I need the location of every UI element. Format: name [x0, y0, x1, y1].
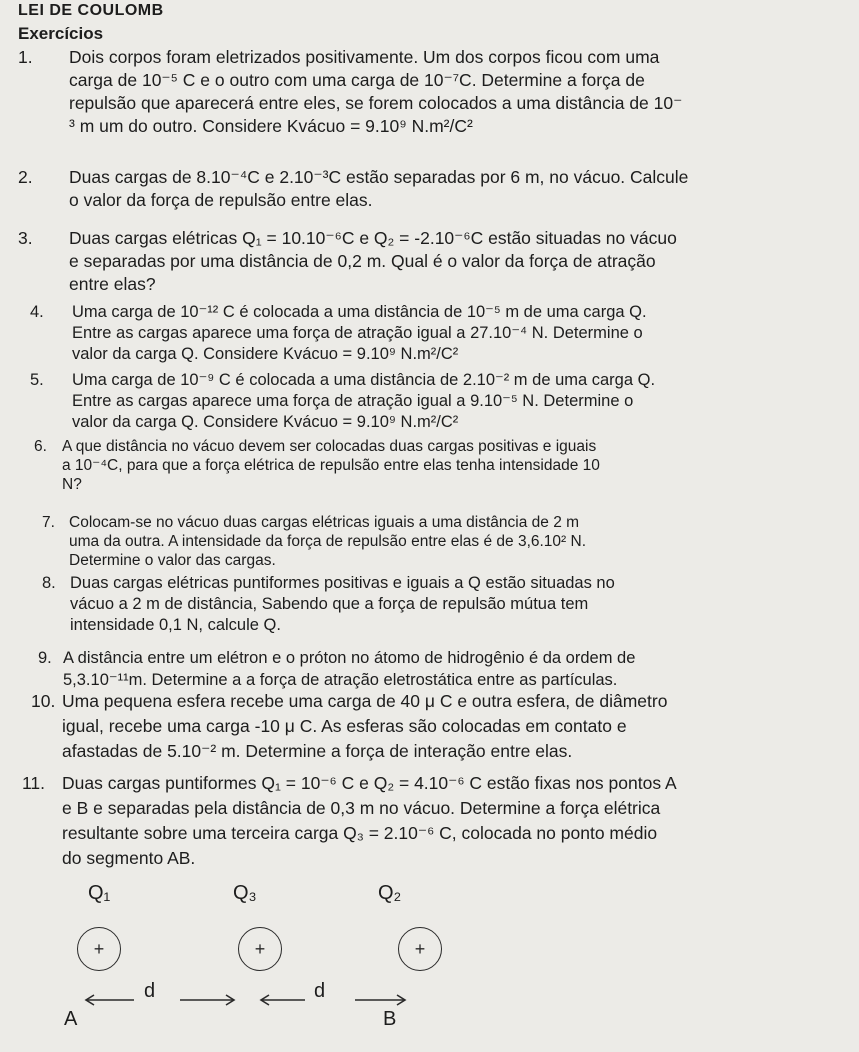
exercise-line: igual, recebe uma carga -10 μ C. As esferas são colocadas em contato e [62, 716, 627, 736]
arrow-right-1 [180, 995, 234, 1005]
exercise-line: Duas cargas puntiformes Q₁ = 10⁻⁶ C e Q₂ = 4.10⁻⁶ C estão fixas nos pontos A [62, 773, 677, 793]
exercise-line: Uma carga de 10⁻⁹ C é colocada a uma distância de 2.10⁻² m de uma carga Q. [72, 371, 656, 389]
exercise-line: Duas cargas elétricas puntiformes positivas e iguais a Q estão situadas no [70, 574, 615, 592]
plus-sign-icon: + [414, 938, 426, 959]
arrow-left-1 [86, 995, 134, 1005]
exercise-line: e B e separadas pela distância de 0,3 m no vácuo. Determine a força elétrica [62, 798, 661, 818]
exercise-number: 9. [38, 649, 52, 667]
exercise-line: ³ m um do outro. Considere Kvácuo = 9.10⁹ N.m²/C² [69, 116, 473, 136]
arrow-right-2 [355, 995, 405, 1005]
exercise-line: Dois corpos foram eletrizados positivamente. Um dos corpos ficou com uma [69, 47, 660, 67]
exercise-line: A que distância no vácuo devem ser colocadas duas cargas positivas e iguais [62, 438, 597, 455]
exercise-number: 8. [42, 574, 56, 592]
exercise-line: Duas cargas elétricas Q₁ = 10.10⁻⁶C e Q₂ = -2.10⁻⁶C estão situadas no vácuo [69, 228, 677, 248]
charge-label-q3: Q₃ [233, 882, 257, 904]
distance-label-right: d [314, 980, 326, 1002]
exercise-line: Uma pequena esfera recebe uma carga de 40 μ C e outra esfera, de diâmetro [62, 691, 668, 711]
exercise-line: uma da outra. A intensidade da força de repulsão entre elas é de 3,6.10² N. [69, 533, 587, 550]
exercise-line: do segmento AB. [62, 848, 196, 868]
point-b-label: B [383, 1008, 397, 1030]
exercise-line: A distância entre um elétron e o próton no átomo de hidrogênio é da ordem de [63, 649, 636, 667]
exercise-number: 5. [30, 371, 44, 389]
exercise-line: vácuo a 2 m de distância, Sabendo que a força de repulsão mútua tem [70, 595, 589, 613]
plus-sign-icon: + [93, 938, 105, 959]
exercise-line: afastadas de 5.10⁻² m. Determine a força de interação entre elas. [62, 741, 573, 761]
exercise-line: valor da carga Q. Considere Kvácuo = 9.10⁹ N.m²/C² [72, 413, 459, 431]
exercise-line: Colocam-se no vácuo duas cargas elétricas iguais a uma distância de 2 m [69, 514, 580, 531]
exercise-number: 4. [30, 303, 44, 321]
exercise-line: Duas cargas de 8.10⁻⁴C e 2.10⁻³C estão separadas por 6 m, no vácuo. Calcule [69, 167, 689, 187]
distance-label-left: d [144, 980, 156, 1002]
section-subtitle: Exercícios [18, 24, 104, 43]
exercise-line: Uma carga de 10⁻¹² C é colocada a uma distância de 10⁻⁵ m de uma carga Q. [72, 303, 647, 321]
exercise-line: resultante sobre uma terceira carga Q₃ = 2.10⁻⁶ C, colocada no ponto médio [62, 823, 658, 843]
exercise-line: N? [62, 476, 82, 493]
exercise-number: 3. [18, 228, 33, 248]
exercise-line: valor da carga Q. Considere Kvácuo = 9.10⁹ N.m²/C² [72, 345, 459, 363]
charge-label-q2: Q₂ [378, 882, 402, 904]
exercise-line: Entre as cargas aparece uma força de atração igual a 9.10⁻⁵ N. Determine o [72, 392, 634, 410]
exercise-line: a 10⁻⁴C, para que a força elétrica de repulsão entre elas tenha intensidade 10 [62, 457, 600, 474]
charge-label-q1: Q₁ [88, 882, 111, 904]
exercise-line: intensidade 0,1 N, calcule Q. [70, 616, 281, 634]
exercise-line: e separadas por uma distância de 0,2 m. Qual é o valor da força de atração [69, 251, 656, 271]
exercise-line: entre elas? [69, 274, 156, 294]
page-title: LEI DE COULOMB [18, 2, 164, 19]
exercise-line: Determine o valor das cargas. [69, 552, 276, 569]
exercise-number: 2. [18, 167, 33, 187]
exercise-number: 1. [18, 47, 33, 67]
exercise-line: 5,3.10⁻¹¹m. Determine a a força de atração eletrostática entre as partículas. [63, 671, 618, 689]
exercise-number: 6. [34, 438, 47, 455]
exercise-number: 7. [42, 514, 55, 531]
exercise-line: Entre as cargas aparece uma força de atração igual a 27.10⁻⁴ N. Determine o [72, 324, 643, 342]
exercise-number: 11. [22, 773, 46, 793]
exercise-line: repulsão que aparecerá entre eles, se forem colocados a uma distância de 10⁻ [69, 93, 683, 113]
arrow-left-2 [261, 995, 305, 1005]
exercise-line: carga de 10⁻⁵ C e o outro com uma carga de 10⁻⁷C. Determine a força de [69, 70, 645, 90]
exercise-line: o valor da força de repulsão entre elas. [69, 190, 373, 210]
plus-sign-icon: + [254, 938, 266, 959]
exercise-number: 10. [31, 691, 56, 711]
point-a-label: A [64, 1008, 78, 1030]
